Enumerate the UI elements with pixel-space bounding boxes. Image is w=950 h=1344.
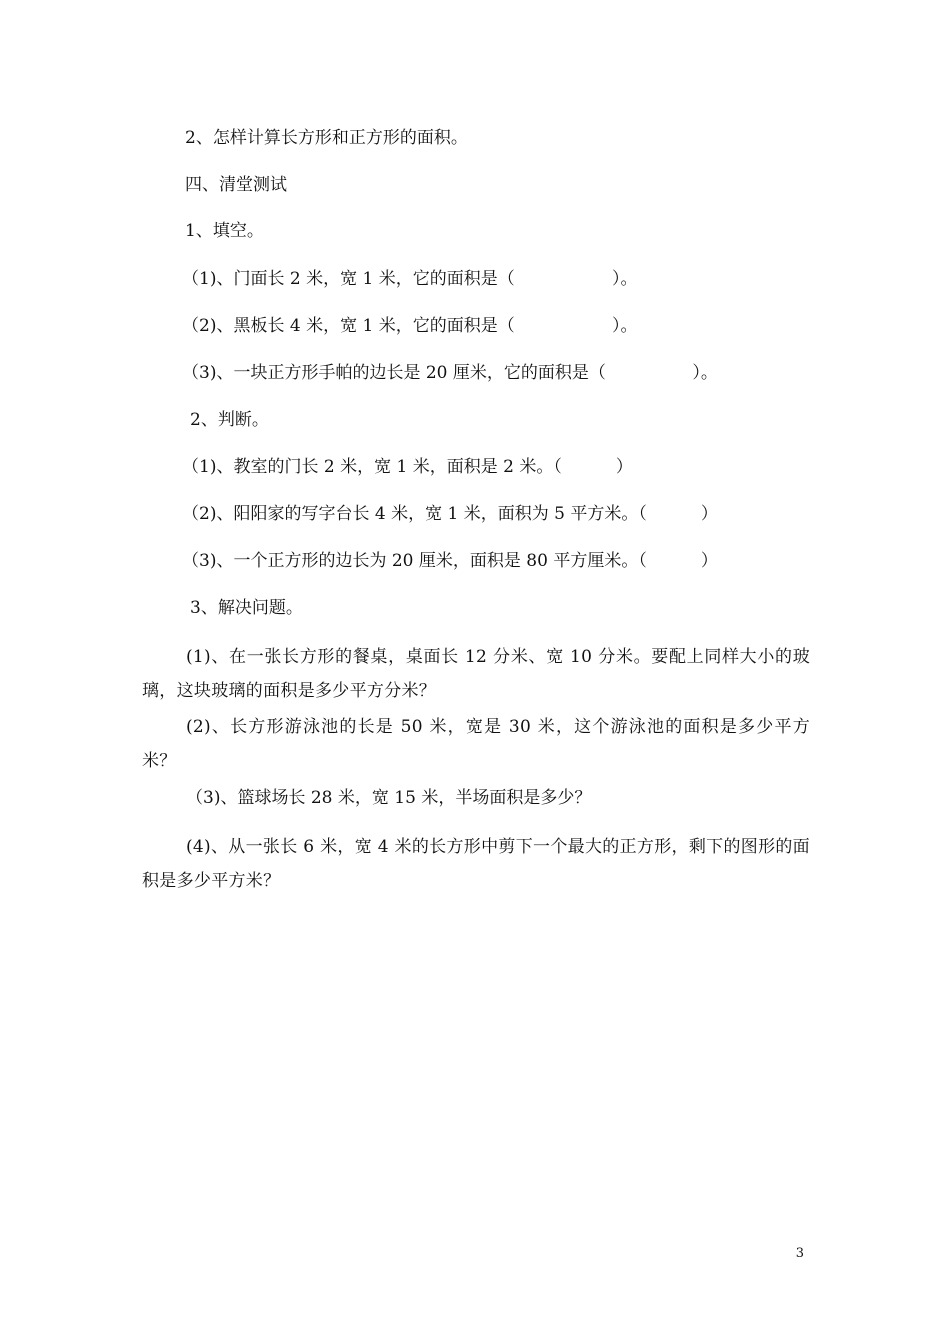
section-heading-classroom-test: 四、清堂测试: [185, 175, 287, 195]
problem-item-2: (2)、长方形游泳池的长是 50 米，宽是 30 米，这个游泳池的面积是多少平方米？: [142, 717, 810, 771]
fill-in-blank-heading: 1、填空。: [185, 221, 264, 241]
problem-item-1: (1)、在一张长方形的餐桌，桌面长 12 分米、宽 10 分米。要配上同样大小的玻璃，这块玻璃的面积是多少平方分米？: [142, 647, 810, 701]
fill-in-blank-item-1: （1)、门面长 2 米，宽 1 米，它的面积是（ ）。: [182, 269, 638, 289]
true-false-item-3: （3)、一个正方形的边长为 20 厘米，面积是 80 平方厘米。（ ）: [182, 551, 718, 571]
true-false-item-2: （2)、阳阳家的写字台长 4 米，宽 1 米，面积为 5 平方米。（ ）: [182, 504, 718, 524]
review-question-2: 2、怎样计算长方形和正方形的面积。: [185, 128, 468, 148]
problem-item-4: (4)、从一张长 6 米，宽 4 米的长方形中剪下一个最大的正方形，剩下的图形的面积是多少平方米？: [142, 837, 810, 891]
problem-solving-heading: 3、解决问题。: [190, 598, 303, 618]
true-false-heading: 2、判断。: [190, 410, 269, 430]
true-false-item-1: （1)、教室的门长 2 米，宽 1 米，面积是 2 米。（ ）: [182, 457, 633, 477]
page-number: 3: [795, 1246, 804, 1261]
fill-in-blank-item-2: （2)、黑板长 4 米，宽 1 米，它的面积是（ ）。: [182, 316, 638, 336]
fill-in-blank-item-3: （3)、一块正方形手帕的边长是 20 厘米，它的面积是（ ）。: [182, 363, 718, 383]
problem-item-3: （3)、篮球场长 28 米，宽 15 米，半场面积是多少？: [186, 788, 592, 808]
